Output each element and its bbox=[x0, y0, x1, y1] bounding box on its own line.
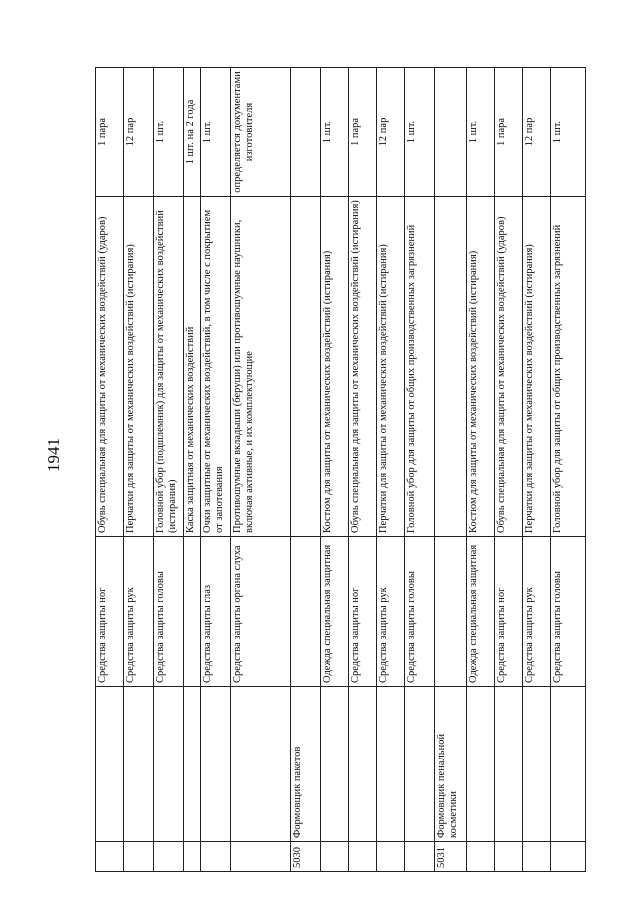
table-row bbox=[231, 68, 291, 872]
ppe-item-cell: Перчатки для защиты от механических воздействий (истирания) bbox=[523, 197, 551, 537]
table-row bbox=[435, 68, 467, 872]
table-row bbox=[377, 68, 405, 872]
ppe-category-cell: Средства защиты рук bbox=[377, 537, 405, 687]
row-number-cell bbox=[154, 842, 184, 872]
profession-name-cell bbox=[523, 687, 551, 842]
row-number-cell bbox=[96, 842, 124, 872]
row-number-cell bbox=[523, 842, 551, 872]
issue-norm-cell: 12 пар bbox=[377, 68, 405, 197]
ppe-item-cell: Перчатки для защиты от механических воздействий (истирания) bbox=[377, 197, 405, 537]
table-row bbox=[96, 68, 124, 872]
row-number-cell bbox=[231, 842, 291, 872]
row-number-cell: 5031 bbox=[435, 842, 467, 872]
profession-name-cell bbox=[467, 687, 495, 842]
issue-norm-cell: 1 пара bbox=[495, 68, 523, 197]
table-row bbox=[551, 68, 586, 872]
table-row bbox=[467, 68, 495, 872]
profession-name-cell bbox=[377, 687, 405, 842]
ppe-category-cell: Средства защиты органа слуха bbox=[231, 537, 291, 687]
page-number: 1941 bbox=[44, 438, 63, 472]
profession-name-cell bbox=[551, 687, 586, 842]
row-number-cell bbox=[349, 842, 377, 872]
ppe-item-cell: Обувь специальная для защиты от механических воздействий (ударов) bbox=[495, 197, 523, 537]
issue-norm-cell: 1 пара bbox=[96, 68, 124, 197]
issue-norm-cell: 1 шт. bbox=[201, 68, 231, 197]
ppe-category-cell bbox=[435, 537, 467, 687]
profession-name-cell bbox=[349, 687, 377, 842]
row-number-cell bbox=[321, 842, 349, 872]
table-row bbox=[405, 68, 435, 872]
profession-name-cell bbox=[495, 687, 523, 842]
row-number-cell bbox=[201, 842, 231, 872]
ppe-category-cell: Средства защиты рук bbox=[124, 537, 154, 687]
ppe-norms-table bbox=[95, 67, 586, 872]
table-row bbox=[495, 68, 523, 872]
issue-norm-cell: 1 пара bbox=[349, 68, 377, 197]
row-number-cell bbox=[405, 842, 435, 872]
profession-name-cell bbox=[321, 687, 349, 842]
ppe-item-cell: Костюм для защиты от механических воздействий (истирания) bbox=[467, 197, 495, 537]
table-row bbox=[154, 68, 184, 872]
ppe-item-cell: Костюм для защиты от механических воздействий (истирания) bbox=[321, 197, 349, 537]
row-number-cell bbox=[184, 842, 201, 872]
table-row bbox=[184, 68, 201, 872]
profession-name-cell bbox=[124, 687, 154, 842]
ppe-item-cell: Головной убор для защиты от общих производственных загрязнений bbox=[405, 197, 435, 537]
ppe-item-cell: Головной убор (подшлемник) для защиты от механических воздействий (истирания) bbox=[154, 197, 184, 537]
profession-name-cell bbox=[405, 687, 435, 842]
table-row bbox=[291, 68, 321, 872]
ppe-category-cell: Одежда специальная защитная bbox=[467, 537, 495, 687]
table-row bbox=[523, 68, 551, 872]
row-number-cell bbox=[495, 842, 523, 872]
issue-norm-cell: 1 шт. bbox=[551, 68, 586, 197]
ppe-item-cell bbox=[435, 197, 467, 537]
ppe-category-cell: Средства защиты головы bbox=[405, 537, 435, 687]
ppe-category-cell: Средства защиты рук bbox=[523, 537, 551, 687]
ppe-item-cell: Каска защитная от механических воздействий bbox=[184, 197, 201, 537]
profession-name-cell bbox=[154, 687, 184, 842]
ppe-category-cell: Средства защиты головы bbox=[154, 537, 184, 687]
table-row bbox=[321, 68, 349, 872]
row-number-cell: 5030 bbox=[291, 842, 321, 872]
ppe-category-cell: Средства защиты головы bbox=[551, 537, 586, 687]
profession-name-cell bbox=[96, 687, 124, 842]
rotated-table-container bbox=[95, 68, 585, 872]
issue-norm-cell bbox=[435, 68, 467, 197]
ppe-item-cell: Противошумные вкладыши (беруши) или противошумные наушники, включая активные, и их комплектующие bbox=[231, 197, 291, 537]
issue-norm-cell: 1 шт. на 2 года bbox=[184, 68, 201, 197]
row-number-cell bbox=[551, 842, 586, 872]
issue-norm-cell: 1 шт. bbox=[467, 68, 495, 197]
issue-norm-cell: определяется документами изготовителя bbox=[231, 68, 291, 197]
row-number-cell bbox=[467, 842, 495, 872]
ppe-category-cell: Средства защиты ног bbox=[96, 537, 124, 687]
issue-norm-cell: 12 пар bbox=[523, 68, 551, 197]
ppe-category-cell bbox=[291, 537, 321, 687]
table-row bbox=[349, 68, 377, 872]
ppe-category-cell: Средства защиты глаз bbox=[201, 537, 231, 687]
row-number-cell bbox=[377, 842, 405, 872]
ppe-item-cell: Головной убор для защиты от общих производственных загрязнений bbox=[551, 197, 586, 537]
profession-name-cell bbox=[231, 687, 291, 842]
table-row bbox=[124, 68, 154, 872]
profession-name-cell: Формовщик пакетов bbox=[291, 687, 321, 842]
issue-norm-cell: 12 пар bbox=[124, 68, 154, 197]
ppe-item-cell: Обувь специальная для защиты от механических воздействий (ударов) bbox=[96, 197, 124, 537]
issue-norm-cell: 1 шт. bbox=[321, 68, 349, 197]
issue-norm-cell: 1 шт. bbox=[154, 68, 184, 197]
issue-norm-cell bbox=[291, 68, 321, 197]
ppe-item-cell: Перчатки для защиты от механических воздействий (истирания) bbox=[124, 197, 154, 537]
profession-name-cell bbox=[201, 687, 231, 842]
ppe-category-cell: Одежда специальная защитная bbox=[321, 537, 349, 687]
issue-norm-cell: 1 шт. bbox=[405, 68, 435, 197]
profession-name-cell bbox=[184, 687, 201, 842]
ppe-item-cell: Очки защитные от механических воздействий, в том числе с покрытием от запотевания bbox=[201, 197, 231, 537]
ppe-category-cell: Средства защиты ног bbox=[495, 537, 523, 687]
profession-name-cell: Формовщик пенальной косметики bbox=[435, 687, 467, 842]
row-number-cell bbox=[124, 842, 154, 872]
ppe-item-cell bbox=[291, 197, 321, 537]
ppe-item-cell: Обувь специальная для защиты от механических воздействий (истирания) bbox=[349, 197, 377, 537]
ppe-category-cell: Средства защиты ног bbox=[349, 537, 377, 687]
ppe-category-cell bbox=[184, 537, 201, 687]
table-row bbox=[201, 68, 231, 872]
